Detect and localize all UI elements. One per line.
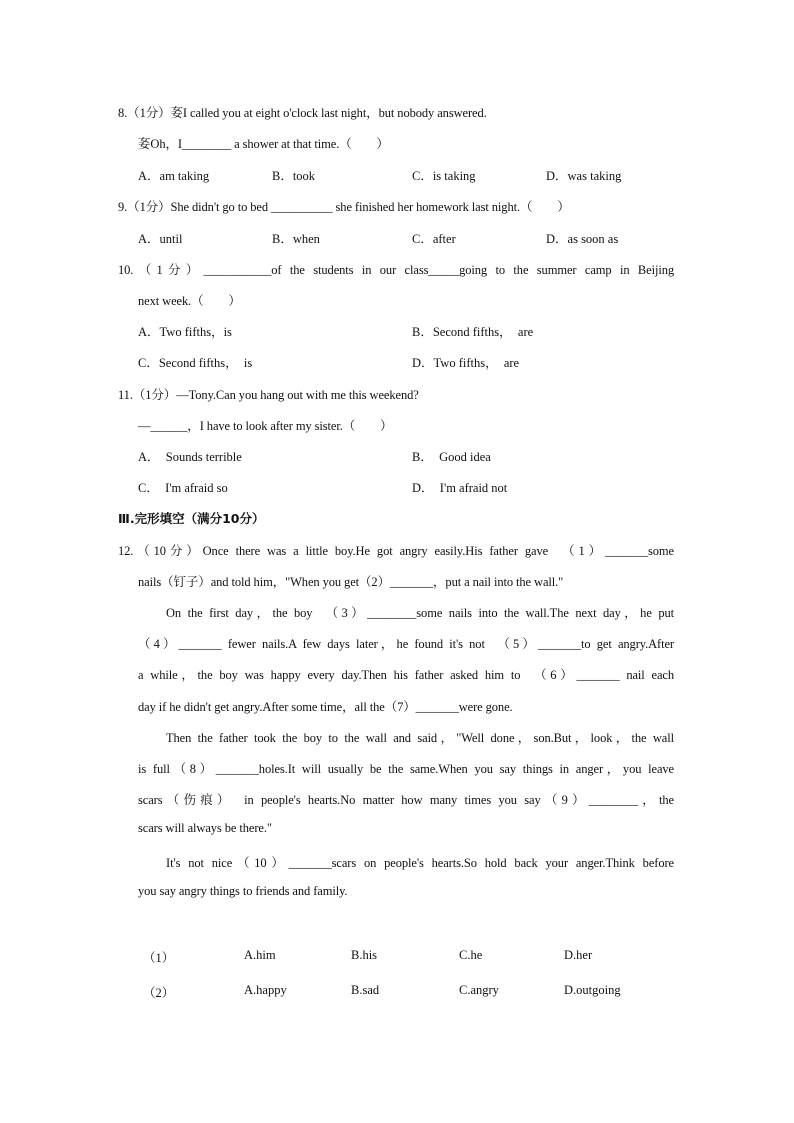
q12-line-8: is full（8）_______holes.It will usually be the same.When you say things in anger，you leave: [138, 762, 674, 776]
q9-option-b[interactable]: B．when: [272, 232, 320, 246]
q12-blank-2-option-d[interactable]: D.outgoing: [564, 983, 621, 997]
q12-line-9: scars（伤痕） in people's hearts.No matter how many times you say（9）________，the: [138, 793, 674, 807]
q9-option-c[interactable]: C．after: [412, 232, 456, 246]
q11-option-a[interactable]: A． Sounds terrible: [138, 450, 242, 464]
q12-line-11: It's not nice（10）_______scars on people's hearts.So hold back your anger.Think before: [166, 856, 674, 870]
q10-option-b[interactable]: B．Second fifths， are: [412, 325, 534, 339]
q9-option-d[interactable]: D．as soon as: [546, 232, 619, 246]
q11-option-c[interactable]: C． I'm afraid so: [138, 481, 228, 495]
q8-stem-2: 㚣Oh，I________ a shower at that time.（ ）: [138, 137, 389, 151]
q8-option-b[interactable]: B．took: [272, 169, 316, 183]
q12-blank-1-option-c[interactable]: C.he: [459, 948, 483, 962]
q10-stem: 10.（1分）___________of the students in our class_____going to the summer camp in Beijing: [118, 263, 674, 277]
q12-blank-1-option-d[interactable]: D.her: [564, 948, 593, 962]
q12-blank-2-option-a[interactable]: A.happy: [244, 983, 287, 997]
q12-line-3: On the first day，the boy （3）________some nails into the wall.The next day，he put: [166, 606, 674, 620]
q12-blank-1-number: （1）: [143, 951, 175, 965]
q10-stem-2: next week.（ ）: [138, 294, 241, 308]
q12-line-1: 12.（10分）Once there was a little boy.He got angry easily.His father gave （1）_______some: [118, 544, 674, 558]
q12-blank-2-option-b[interactable]: B.sad: [351, 983, 380, 997]
section-heading-cloze: Ⅲ.完形填空（满分10分）: [118, 511, 265, 526]
q8-option-c[interactable]: C．is taking: [412, 169, 476, 183]
q11-stem: 11.（1分）—Tony.Can you hang out with me this weekend?: [118, 388, 419, 402]
q12-line-10: scars will always be there.": [138, 821, 272, 835]
q8-option-d[interactable]: D．was taking: [546, 169, 622, 183]
q8-stem: 8.（1分）㚣I called you at eight o'clock last night，but nobody answered.: [118, 106, 487, 120]
q12-line-2: nails（钉子）and told him，"When you get（2）_______，put a nail into the wall.": [138, 575, 564, 589]
q11-option-d[interactable]: D． I'm afraid not: [412, 481, 508, 495]
q10-option-d[interactable]: D．Two fifths， are: [412, 356, 520, 370]
q12-line-6: day if he didn't get angry.After some time，all the（7）_______were gone.: [138, 700, 513, 714]
q9-stem: 9.（1分）She didn't go to bed __________ she finished her homework last night.（ ）: [118, 200, 570, 214]
q12-blank-1-option-b[interactable]: B.his: [351, 948, 378, 962]
q11-option-b[interactable]: B． Good idea: [412, 450, 491, 464]
q12-blank-2-number: （2）: [143, 986, 175, 1000]
q9-option-a[interactable]: A．until: [138, 232, 183, 246]
q12-line-7: Then the father took the boy to the wall and said，"Well done，son.But，look，the wall: [166, 731, 674, 745]
q8-option-a[interactable]: A．am taking: [138, 169, 210, 183]
q10-option-c[interactable]: C．Second fifths， is: [138, 356, 253, 370]
q12-blank-2-option-c[interactable]: C.angry: [459, 983, 499, 997]
q11-stem-2: —______，I have to look after my sister.（ ）: [138, 419, 393, 433]
q12-line-5: a while，the boy was happy every day.Then his father asked him to （6）_______ nail each: [138, 668, 674, 682]
q12-blank-1-option-a[interactable]: A.him: [244, 948, 276, 962]
q10-option-a[interactable]: A．Two fifths，is: [138, 325, 232, 339]
q12-line-4: （4）_______ fewer nails.A few days later，he found it's not （5）_______to get angry.After: [138, 637, 674, 651]
q12-line-12: you say angry things to friends and family.: [138, 884, 348, 898]
